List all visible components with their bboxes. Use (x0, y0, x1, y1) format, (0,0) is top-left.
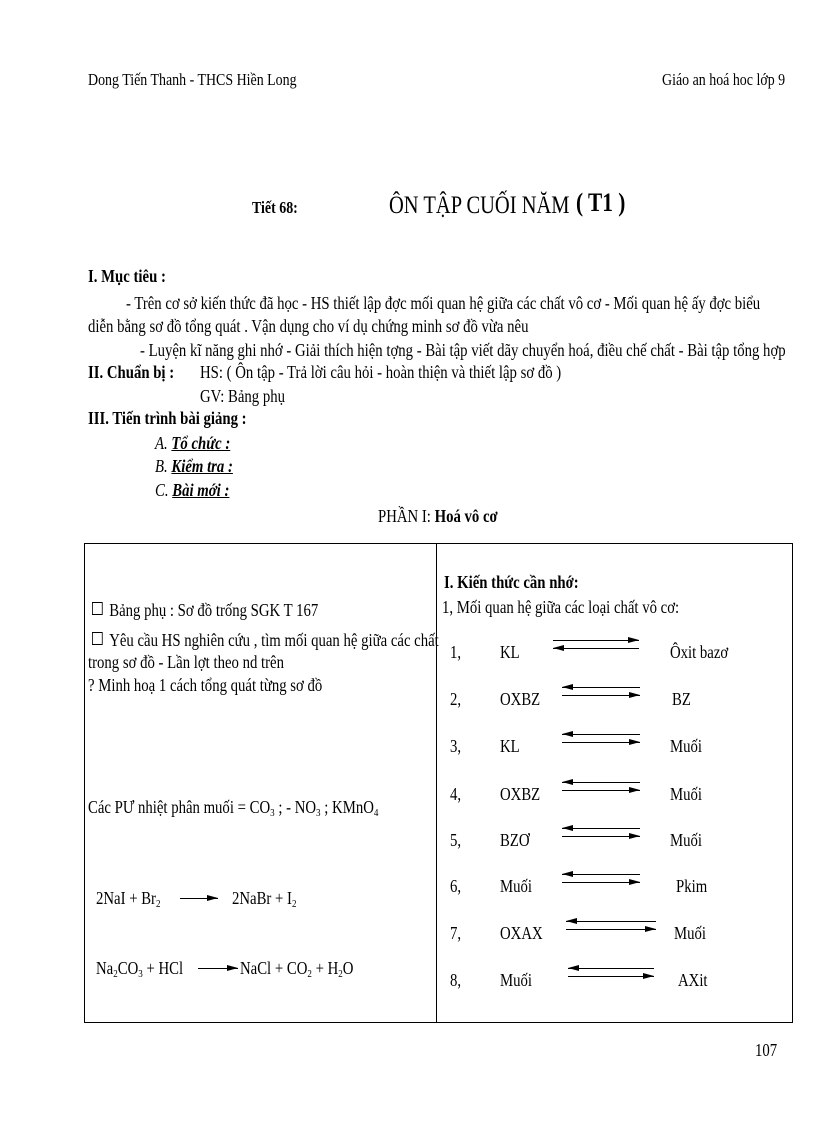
relation-from: OXBZ (500, 784, 541, 804)
relation-from: KL (500, 736, 520, 756)
objectives-heading: I. Mục tiêu : (88, 266, 166, 286)
part-title: PHẦN I: Hoá vô cơ (378, 506, 498, 526)
question: ? Minh hoạ 1 cách tổng quát từng sơ đồ (88, 675, 323, 695)
knowledge-subheading: 1, Mối quan hệ giữa các loại chất vô cơ: (442, 597, 680, 617)
relation-from: OXBZ (500, 689, 541, 709)
relation-number: 4, (450, 784, 462, 804)
request-line-1: Yêu cầu HS nghiên cứu , tìm mối quan hệ giữa các chất (92, 630, 515, 650)
lesson-number: Tiết 68: (252, 198, 298, 217)
relation-number: 8, (450, 970, 462, 990)
relation-from: Muối (500, 876, 532, 896)
relation-to: AXit (678, 970, 708, 990)
objectives-line-3: - Luyện kĩ năng ghi nhớ - Giải thích hiện tợng - Bài tập viết dãy chuyển hoá, điều chế chất - Bài tập tổng hợp (140, 340, 786, 360)
checkbox-icon (92, 602, 103, 615)
relation-from: KL (500, 642, 520, 662)
double-arrow-icon (566, 917, 656, 935)
relation-to: Pkim (676, 876, 708, 896)
double-arrow-icon (562, 683, 640, 701)
title-part: ( T1 ) (576, 188, 626, 217)
checkbox-icon (92, 632, 103, 645)
header-left: Dong Tiến Thanh - THCS Hiền Long (88, 70, 297, 89)
process-heading: III. Tiến trình bài giảng : (88, 408, 247, 428)
double-arrow-icon (562, 778, 640, 796)
reaction-1-right: 2NaBr + $I_2$ (232, 888, 297, 910)
process-item-a: A. Tổ chức : (155, 433, 231, 453)
double-arrow-icon (568, 964, 654, 982)
relation-from: Muối (500, 970, 532, 990)
double-arrow-icon (562, 870, 640, 888)
reaction-2-right: NaCl + $CO_2 + H_2O$ (240, 958, 354, 980)
relation-from: OXAX (500, 923, 543, 943)
relation-number: 1, (450, 642, 462, 662)
prep-hs: HS: ( Ôn tập - Trả lời câu hỏi - hoàn thiện và thiết lập sơ đồ ) (200, 362, 562, 382)
relation-number: 6, (450, 876, 462, 896)
prep-gv: GV: Bảng phụ (200, 386, 286, 406)
relation-to: Muối (674, 923, 706, 943)
double-arrow-icon (562, 824, 640, 842)
relation-to: BZ (672, 689, 691, 709)
objectives-line-2: diễn bằng sơ đồ tổng quát . Vận dụng cho ví dụ chứng minh sơ đồ vừa nêu (88, 316, 529, 336)
relation-number: 7, (450, 923, 462, 943)
table-divider (436, 543, 437, 1023)
objectives-line-1: - Trên cơ sở kiến thức đã học - HS thiết lập đợc mối quan hệ giữa các chất vô cơ - Mối quan hệ ấy đợc biểu (126, 293, 761, 313)
thermal-decomposition: Các PƯ nhiệt phân muối = $CO_3$ ; - $NO_3$ ; KMnO$_4$ (88, 797, 379, 819)
relation-to: Muối (670, 830, 702, 850)
relation-number: 3, (450, 736, 462, 756)
relation-number: 2, (450, 689, 462, 709)
double-arrow-icon (553, 636, 639, 654)
relation-to: Ôxit bazơ (670, 642, 729, 662)
relation-from: BZƠ (500, 830, 530, 850)
request-line-2: trong sơ đồ - Lần lợt theo nd trên (88, 652, 284, 672)
process-item-c: C. Bài mới : (155, 480, 230, 500)
knowledge-heading: I. Kiến thức cần nhớ: (444, 572, 579, 592)
double-arrow-icon (562, 730, 640, 748)
page-title: ÔN TẬP CUỐI NĂM (389, 192, 570, 219)
arrow-right-icon (180, 893, 218, 905)
process-item-b: B. Kiểm tra : (155, 456, 233, 476)
board-note: Bảng phụ : Sơ đồ trống SGK T 167 (92, 600, 368, 620)
header-right: Giáo an hoá hoc lớp 9 (662, 70, 786, 89)
relation-to: Muối (670, 784, 702, 804)
relation-number: 5, (450, 830, 462, 850)
relation-to: Muối (670, 736, 702, 756)
page-number: 107 (755, 1040, 778, 1060)
prep-heading: II. Chuẩn bị : (88, 362, 175, 382)
reaction-2-left: $Na_2CO_3$ + HCl (96, 958, 184, 980)
reaction-1-left: $2NaI + Br_2$ (96, 888, 161, 910)
arrow-right-icon (198, 963, 238, 975)
